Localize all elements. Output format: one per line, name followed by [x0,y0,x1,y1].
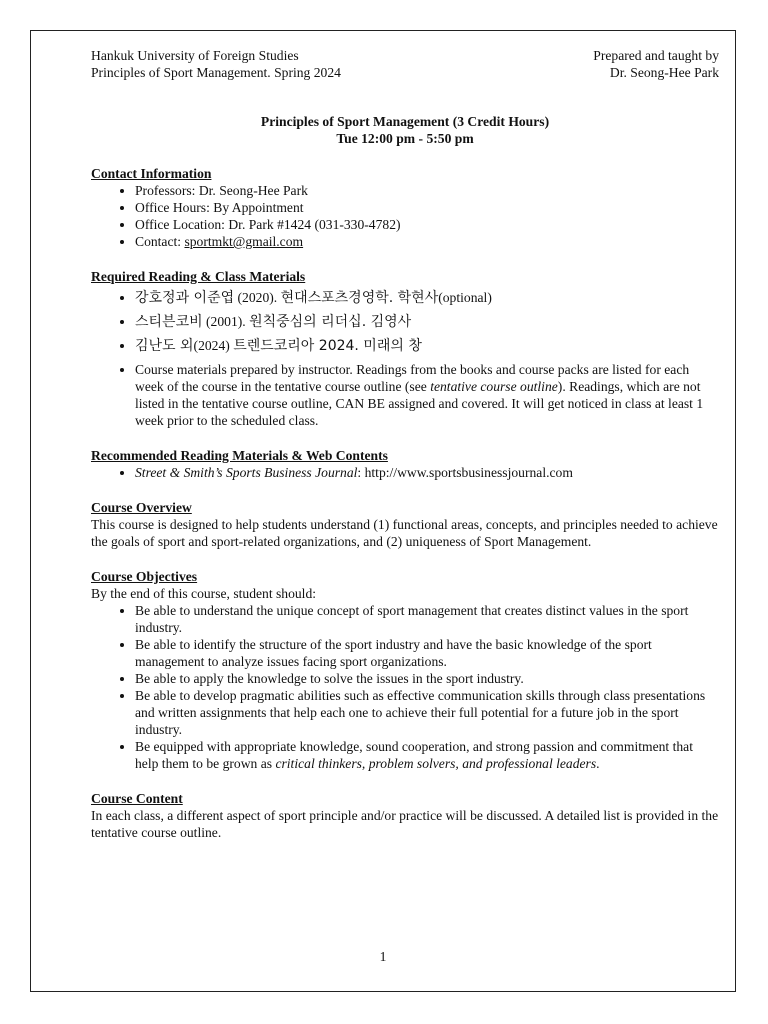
book3-title: 트렌드코리아 2024. 미래의 창 [233,338,422,354]
header-left [91,47,341,81]
objectives-list [91,602,719,772]
recommended-journal-item [135,464,719,481]
contact-label: Contact: [135,234,185,249]
overview-text: This course is designed to help students understand (1) functional areas, concepts, and principles needed to achieve the goals of sport and sport-related organizations, and (2) uniqueness of Sport Management. [91,517,718,549]
reading-book-2 [135,313,719,331]
university-name: Hankuk University of Foreign Studies [91,48,299,63]
contact-list [91,182,719,250]
book2-year: (2001). [202,314,250,329]
course-title-block [91,113,719,147]
objective-4: • Be able to develop pragmatic abilities such as effective communication skills through class presentations and written assignments that help each one to achieve their full potential for a future job in the sport industry. [135,687,719,738]
course-term: Principles of Sport Management. Spring 2024 [91,65,341,80]
contact-email-link[interactable]: sportmkt@gmail.com [184,234,304,249]
materials-text-a: Course materials prepared by instructor. Readings from the books and course packs are listed for each week of the course in the tentative course outline (see [135,362,690,394]
page-content [91,47,719,841]
prepared-by: Prepared and taught by [593,48,719,63]
book2-authors: 스티븐코비 [135,314,203,330]
recommended-heading: Recommended Reading Materials & Web Contents [91,448,388,463]
contact-heading: Contact Information [91,166,212,181]
journal-url[interactable]: : http://www.sportsbusinessjournal.com [357,465,573,480]
overview-heading: Course Overview [91,500,192,515]
materials-text-b: ). Readings, which are not listed in the tentative course outline, CAN BE assigned and covered. It will get noticed in class at least 1 week prior to the scheduled class. [135,379,704,428]
content-text: In each class, a different aspect of sport principle and/or practice will be discussed. A detailed list is provided in the tentative course outline. [91,808,719,840]
objective-1: • Be able to understand the unique concept of sport management that creates distinct values in the sport industry. [135,602,719,636]
materials-outline-ref: tentative course outline [430,379,558,394]
reading-book-3 [135,337,719,355]
objective-3: • Be able to apply the knowledge to solve the issues in the sport industry. [135,670,719,687]
reading-book-1 [135,289,719,307]
page-header [91,47,719,81]
course-title: Principles of Sport Management (3 Credit Hours) [260,114,550,129]
reading-heading: Required Reading & Class Materials [91,269,306,284]
book2-title: 원칙중심의 리더십. 김영사 [249,314,412,330]
book1-authors: 강호정과 이준엽 [135,290,235,306]
content-heading: Course Content [91,791,183,806]
recommended-list [91,464,719,481]
reading-course-materials [135,361,719,429]
reading-list [91,289,719,429]
book1-title: 현대스포츠경영학. 학현사 [280,290,439,306]
objective-5-text-b: . [596,756,600,771]
contact-email-item [135,233,719,250]
page-number: 1 [379,949,387,964]
contact-office-hours: • Office Hours: By Appointment [135,199,719,216]
book3-year: (2024) [193,338,234,353]
objective-5-emphasis: critical thinkers, problem solvers, and professional leaders [275,756,597,771]
book1-year: (2020). [234,290,281,305]
header-right [593,47,719,81]
objectives-intro: By the end of this course, student should: [91,586,317,601]
contact-office-location: • Office Location: Dr. Park #1424 (031-330-4782) [135,216,719,233]
objective-2: • Be able to identify the structure of the sport industry and have the basic knowledge of the sport management to analyze issues facing sport organizations. [135,636,719,670]
objectives-heading: Course Objectives [91,569,198,584]
journal-name: Street & Smith’s Sports Business Journal [135,465,358,480]
book3-authors: 김난도 외 [135,338,194,354]
objective-5-text-a: Be equipped with appropriate knowledge, sound cooperation, and strong passion and commitment that help them to be grown as [135,739,693,771]
contact-professor: • Professors: Dr. Seong-Hee Park [135,182,719,199]
instructor-name: Dr. Seong-Hee Park [609,65,719,80]
objective-5 [135,738,719,772]
book1-note: (optional) [438,290,492,305]
class-time: Tue 12:00 pm - 5:50 pm [336,131,474,146]
document-page [30,30,736,992]
